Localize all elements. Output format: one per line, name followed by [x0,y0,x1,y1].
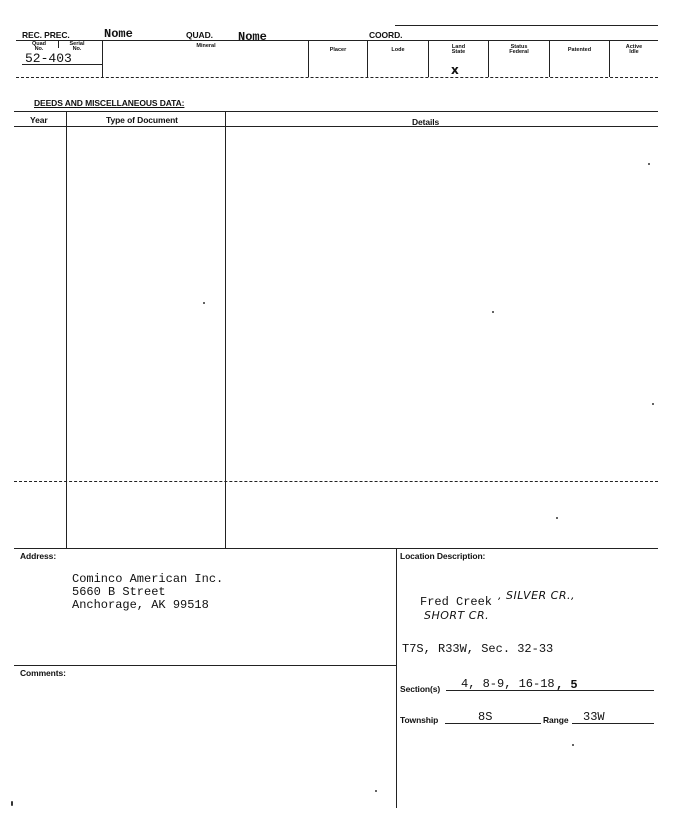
placer-label: Placer [329,47,347,53]
quad-serial-divider [58,40,59,48]
active-idle-label: Active Idle [625,44,643,55]
range-label: Range [543,715,569,725]
scan-speck [375,790,377,792]
scan-speck [203,302,205,304]
serial-no-label: Serial No. [69,41,85,52]
deeds-bottom-rule [14,548,658,549]
coord-label: COORD. [369,30,403,40]
mineral-left-divider [102,40,103,77]
location-trs: T7S, R33W, Sec. 32-33 [402,642,554,656]
header-row-rule [16,40,658,41]
lode-label: Lode [391,47,405,53]
section-hand-value: , 5 [556,678,578,692]
land-state-checkmark: x [451,63,460,77]
placer-left-divider [308,40,309,77]
range-value: 33W [583,710,605,724]
deeds-section-title: DEEDS AND MISCELLANEOUS DATA: [34,98,185,108]
scan-speck [652,403,654,405]
address-block [72,573,223,612]
year-col-divider [66,111,67,548]
status-federal-label: Status Federal [509,44,529,55]
type-col-divider [225,111,226,548]
address-label: Address: [20,551,57,561]
deeds-top-rule [14,111,658,112]
section-underline [446,690,654,691]
lode-left-divider [367,40,368,77]
type-header: Type of Document [106,115,178,125]
location-description-label: Location Description: [400,551,486,561]
address-line-3: Anchorage, AK 99518 [72,598,209,612]
scan-speck [572,744,574,746]
location-handwritten-1: , SILVER CR., [498,589,575,602]
comments-divider [14,665,396,666]
section-label: Section(s) [400,684,441,694]
township-label: Township [400,715,439,725]
quad-serial-value: 52-403 [25,51,72,66]
range-underline [572,723,654,724]
address-line-1: Cominco American Inc. [72,572,224,586]
quad-label: QUAD. [186,30,213,40]
scan-speck [556,517,558,519]
township-value: 8S [478,710,493,724]
scan-speck [492,311,494,313]
quad-no-label: Quad No. [31,41,47,52]
active-left-divider [609,40,610,77]
scan-speck [648,163,650,165]
year-header: Year [30,115,48,125]
land-left-divider [428,40,429,77]
lower-center-divider [396,548,397,808]
land-state-label: Land State [451,44,466,55]
quad-value: Nome [238,30,267,44]
section-value: 4, 8-9, 16-18 [461,677,555,691]
location-handwritten-2: SHORT CR. [424,609,490,622]
mineral-label: Mineral [196,43,216,49]
address-line-2: 5660 B Street [72,585,166,599]
township-underline [445,723,541,724]
rec-prec-value: Nome [104,27,133,41]
deeds-dashed-rule [14,481,658,482]
details-header: Details [412,117,440,127]
serial-underline [22,64,102,65]
header-bottom-dashed [16,77,658,78]
deeds-header-rule [14,126,658,127]
location-typed-name: Fred Creek [420,595,493,609]
comments-label: Comments: [20,668,66,678]
federal-left-divider [488,40,489,77]
patented-left-divider [549,40,550,77]
header-top-rule [395,25,658,26]
scan-speck [11,801,13,806]
rec-prec-label: REC. PREC. [22,30,70,40]
patented-label: Patented [567,47,592,53]
